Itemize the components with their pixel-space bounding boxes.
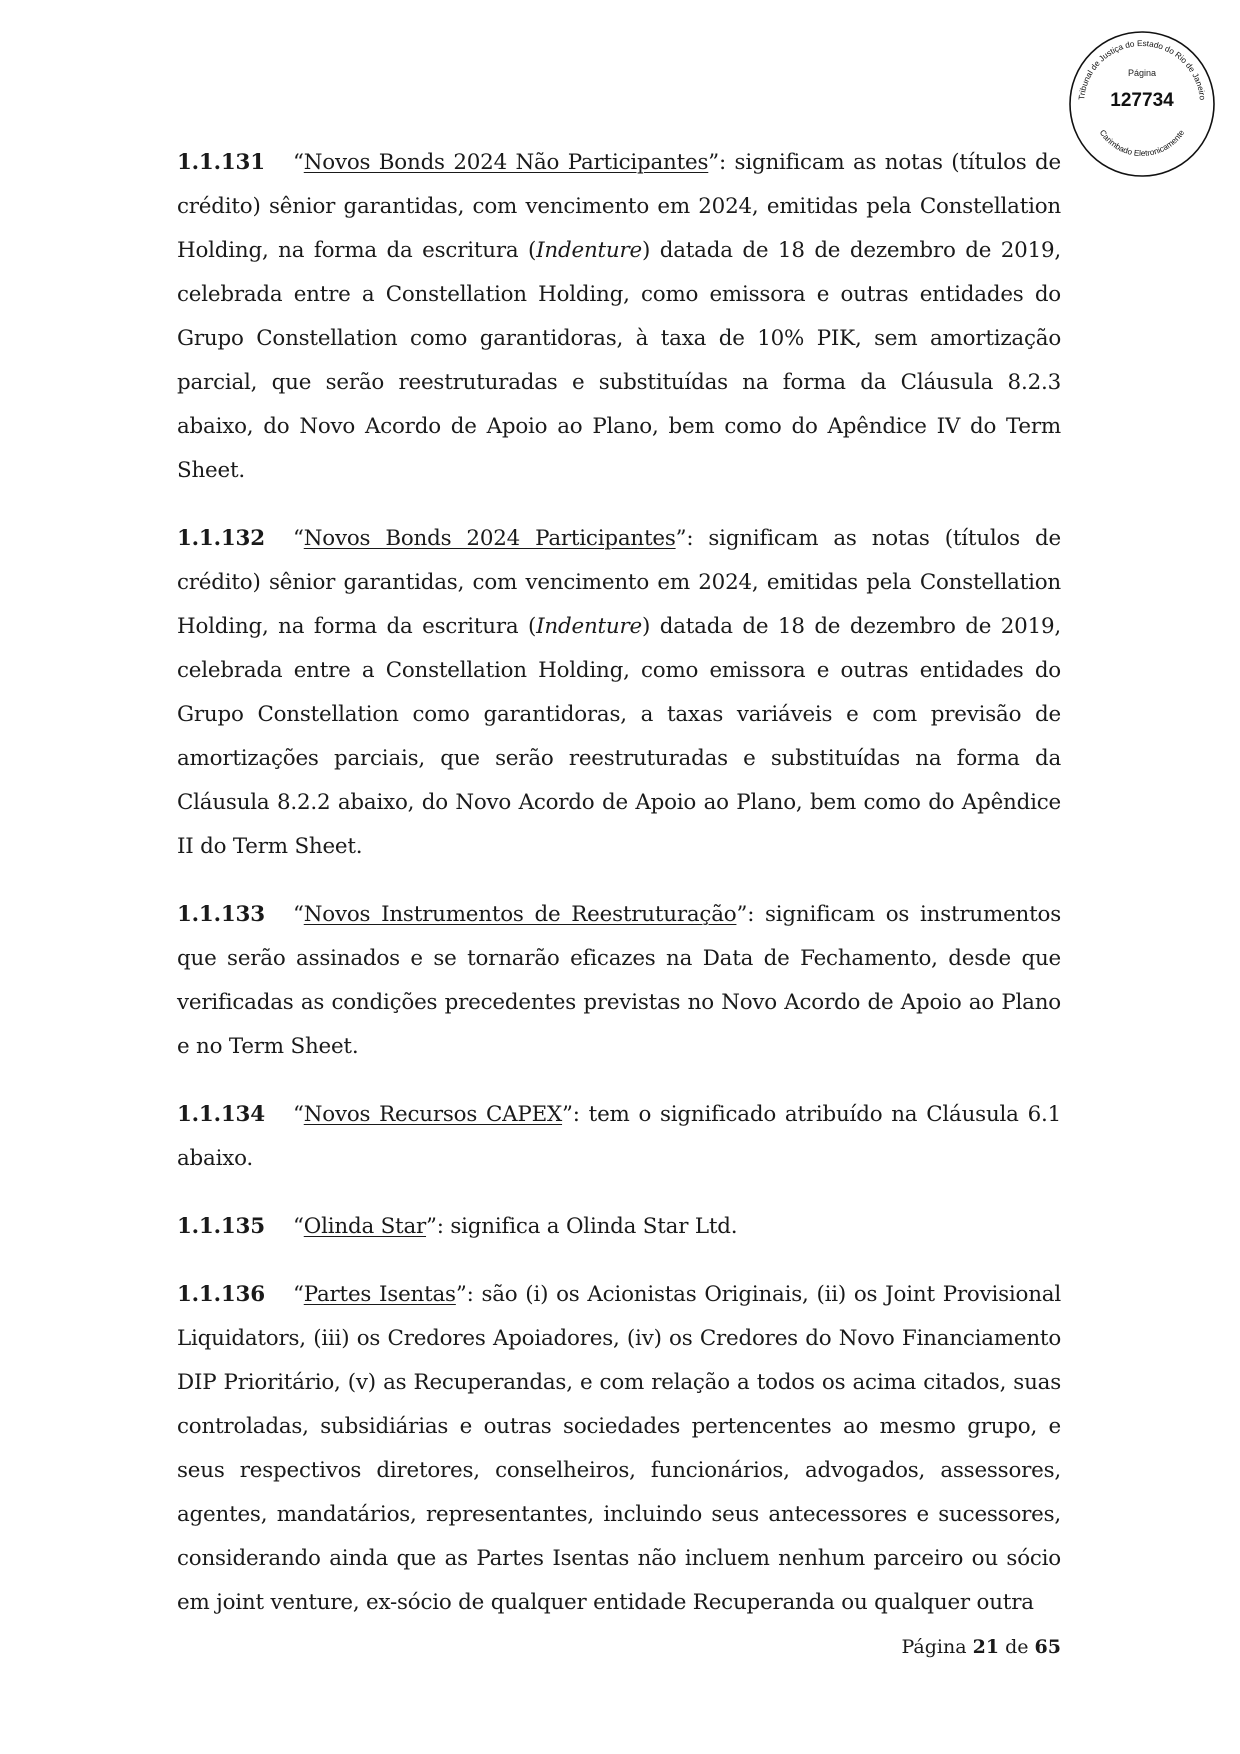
close-quote: ” — [426, 1214, 437, 1239]
defined-term: Novos Bonds 2024 Não Participantes — [303, 150, 709, 175]
clause-text: : significa a Olinda Star Ltd. — [436, 1214, 738, 1239]
clause-text: : são (i) os Acionistas Originais, (ii) os Joint Provisional Liquidators, (iii) os Credores Apoiadores, (iv) os Credores do Novo Financiamento DIP Prioritário, (v) as Recuperandas, e com relação a todos os acima citados, suas controladas, subsidiárias e outras sociedades pertencentes ao mesmo grupo, e seus respectivos diretores, conselheiros, funcionários, advogados, assessores, agentes, mandatários, representantes, incluindo seus antecessores e sucessores, considerando ainda que as Partes Isentas não incluem nenhum parceiro ou sócio em joint venture, ex-sócio de qualquer entidade Recuperanda ou qualquer outra — [177, 1282, 1061, 1615]
clause-number: 1.1.136 — [177, 1282, 265, 1307]
close-quote: ” — [455, 1282, 467, 1307]
seal-bottom-text: Carimbado Eletronicamente — [1097, 128, 1187, 159]
defined-term: Novos Bonds 2024 Participantes — [303, 526, 676, 551]
clause-italic-text: Indenture — [536, 238, 642, 263]
footer-page-number: 21 — [972, 1636, 1000, 1658]
page-footer — [901, 1636, 1061, 1658]
svg-text:Carimbado Eletronicamente — [1098, 128, 1187, 158]
seal-page-number: 127734 — [1110, 90, 1174, 111]
open-quote: “ — [293, 150, 304, 175]
clause-number: 1.1.132 — [177, 526, 265, 551]
clause-number: 1.1.131 — [177, 150, 265, 175]
clause-italic-text: Indenture — [536, 614, 642, 639]
clause-text: : significam as notas (títulos de crédito) sênior garantidas, com vencimento em 2024, emitidas pela Constellation Holding, na forma da escritura ( — [177, 150, 1061, 263]
clause-number: 1.1.133 — [177, 902, 265, 927]
clause-1-1-136 — [177, 1273, 1061, 1625]
open-quote: “ — [293, 1214, 304, 1239]
clause-number: 1.1.135 — [177, 1214, 265, 1239]
close-quote: ” — [708, 150, 720, 175]
seal-page-label: Página — [1127, 68, 1157, 78]
clause-text: : significam os instrumentos que serão assinados e se tornarão eficazes na Data de Fechamento, desde que verificadas as condições precedentes previstas no Novo Acordo de Apoio ao Plano e no Term Sheet. — [177, 902, 1061, 1059]
clause-text: : tem o significado atribuído na Cláusula 6.1 abaixo. — [177, 1102, 1061, 1171]
clause-text: : significam as notas (títulos de crédito) sênior garantidas, com vencimento em 2024, emitidas pela Constellation Holding, na forma da escritura ( — [177, 526, 1061, 639]
close-quote: ” — [736, 902, 748, 927]
open-quote: “ — [293, 902, 304, 927]
open-quote: “ — [293, 526, 304, 551]
open-quote: “ — [293, 1282, 304, 1307]
defined-term: Partes Isentas — [303, 1282, 456, 1307]
defined-term: Novos Recursos CAPEX — [303, 1102, 563, 1127]
clause-text-continued: ) datada de 18 de dezembro de 2019, celebrada entre a Constellation Holding, como emissora e outras entidades do Grupo Constellation como garantidoras, à taxa de 10% PIK, sem amortização parcial, que serão reestruturadas e substituídas na forma da Cláusula 8.2.3 abaixo, do Novo Acordo de Apoio ao Plano, bem como do Apêndice IV do Term Sheet. — [177, 238, 1062, 483]
seal-ring-text: Tribunal de Justiça do Estado do Rio de Janeiro — [1077, 38, 1207, 101]
clause-1-1-133 — [177, 893, 1061, 1069]
defined-term: Novos Instrumentos de Reestruturação — [303, 902, 737, 927]
document-body — [177, 141, 1061, 1649]
court-seal-stamp — [1066, 28, 1218, 180]
close-quote: ” — [562, 1102, 573, 1127]
clause-1-1-131 — [177, 141, 1061, 493]
clause-1-1-134 — [177, 1093, 1061, 1181]
clause-number: 1.1.134 — [177, 1102, 265, 1127]
defined-term: Olinda Star — [303, 1214, 427, 1239]
clause-1-1-132 — [177, 517, 1061, 869]
clause-text-continued: ) datada de 18 de dezembro de 2019, celebrada entre a Constellation Holding, como emissora e outras entidades do Grupo Constellation como garantidoras, a taxas variáveis e com previsão de amortizações parciais, que serão reestruturadas e substituídas na forma da Cláusula 8.2.2 abaixo, do Novo Acordo de Apoio ao Plano, bem como do Apêndice II do Term Sheet. — [177, 614, 1062, 859]
footer-middle: de — [999, 1636, 1035, 1658]
close-quote: ” — [675, 526, 687, 551]
clause-1-1-135 — [177, 1205, 1061, 1249]
open-quote: “ — [293, 1102, 304, 1127]
footer-total-pages: 65 — [1034, 1636, 1061, 1658]
footer-prefix: Página — [901, 1636, 973, 1658]
